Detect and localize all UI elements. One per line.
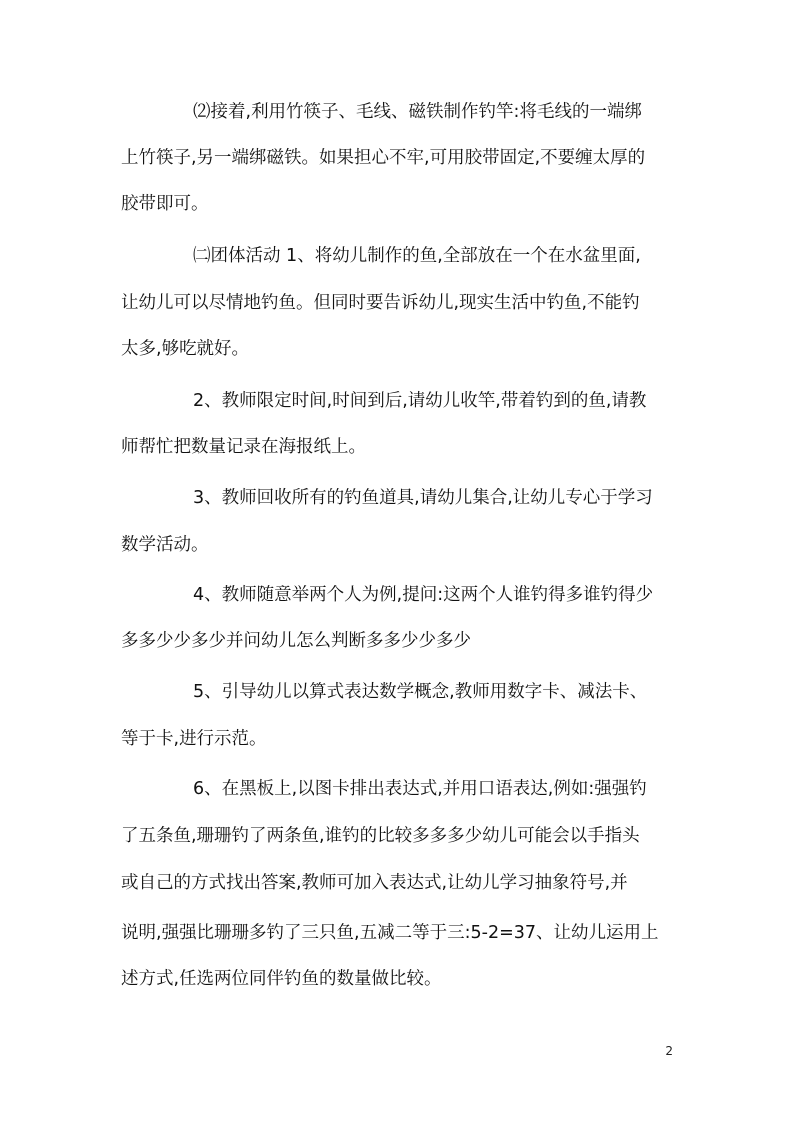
paragraph-line: 述方式,任选两位同伴钓鱼的数量做比较。 <box>121 969 442 989</box>
paragraph-line: 了五条鱼,珊珊钓了两条鱼,谁钓的比较多多多少幼儿可能会以手指头 <box>121 826 640 846</box>
paragraph-line: ⑵接着,利用竹筷子、毛线、磁铁制作钓竿:将毛线的一端绑 <box>193 102 642 122</box>
paragraph-line: 让幼儿可以尽情地钓鱼。但同时要告诉幼儿,现实生活中钓鱼,不能钓 <box>121 293 640 313</box>
paragraph-line: 太多,够吃就好。 <box>121 339 250 359</box>
paragraph-line: 2、教师限定时间,时间到后,请幼儿收竿,带着钓到的鱼,请教 <box>193 391 647 411</box>
paragraph-line: 6、在黑板上,以图卡排出表达式,并用口语表达,例如:强强钓 <box>193 779 647 799</box>
paragraph-line: 等于卡,进行示范。 <box>121 729 267 749</box>
paragraph-line: 数学活动。 <box>121 535 209 555</box>
paragraph-line: 上竹筷子,另一端绑磁铁。如果担心不牢,可用胶带固定,不要缠太厚的 <box>121 148 646 168</box>
paragraph-line: 说明,强强比珊珊多钓了三只鱼,五减二等于三:5-2=37、让幼儿运用上 <box>121 923 659 943</box>
page-number: 2 <box>665 1044 673 1058</box>
paragraph-line: 4、教师随意举两个人为例,提问:这两个人谁钓得多谁钓得少 <box>193 585 654 605</box>
paragraph-line: 5、引导幼儿以算式表达数学概念,教师用数字卡、减法卡、 <box>193 682 648 702</box>
paragraph-line: 师帮忙把数量记录在海报纸上。 <box>121 437 366 457</box>
paragraph-line: 3、教师回收所有的钓鱼道具,请幼儿集合,让幼儿专心于学习 <box>193 488 653 508</box>
paragraph-line: 胶带即可。 <box>121 194 209 214</box>
paragraph-line: 或自己的方式找出答案,教师可加入表达式,让幼儿学习抽象符号,并 <box>121 873 628 893</box>
paragraph-line: 多多少少多少并问幼儿怎么判断多多少少多少 <box>121 631 471 651</box>
paragraph-line: ㈡团体活动 1、将幼儿制作的鱼,全部放在一个在水盆里面, <box>193 246 641 266</box>
